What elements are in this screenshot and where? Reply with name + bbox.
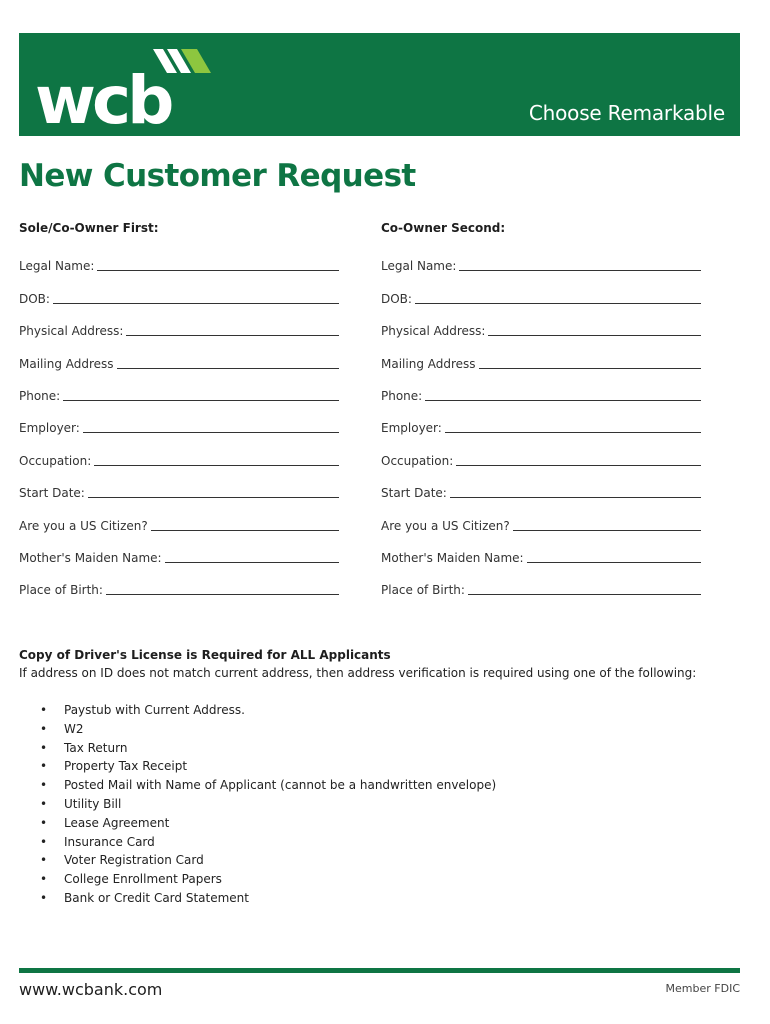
list-item-text: Tax Return	[64, 740, 128, 755]
bullet-icon: •	[40, 890, 48, 905]
list-item	[19, 776, 739, 795]
field-label: Mailing Address	[19, 356, 114, 371]
form-field	[19, 340, 339, 372]
bullet-icon: •	[40, 703, 48, 717]
list-item-text: Lease Agreement	[64, 815, 170, 830]
document-list	[19, 701, 739, 908]
field-label: Mother's Maiden Name:	[19, 550, 162, 565]
field-blank-line[interactable]	[479, 367, 701, 369]
list-item-text: Utility Bill	[64, 796, 122, 811]
owner-second-column	[381, 219, 701, 599]
list-item	[19, 701, 739, 720]
field-label: Mailing Address	[381, 356, 476, 371]
form-field	[381, 535, 701, 567]
field-blank-line[interactable]	[53, 302, 339, 304]
list-item	[19, 833, 739, 852]
column-heading: Co-Owner Second:	[381, 221, 506, 235]
wcb-logo	[35, 45, 215, 129]
list-item-text: Paystub with Current Address.	[64, 703, 245, 717]
field-blank-line[interactable]	[456, 464, 701, 466]
requirements-description: If address on ID does not match current address, then address verification is required using one of the following:	[19, 666, 697, 680]
bullet-icon: •	[40, 834, 48, 849]
list-item-text: College Enrollment Papers	[64, 872, 222, 887]
form-field	[19, 275, 339, 307]
field-blank-line[interactable]	[459, 269, 701, 271]
field-label: DOB:	[19, 291, 50, 306]
form-field	[381, 437, 701, 469]
field-blank-line[interactable]	[445, 431, 701, 433]
field-label: Start Date:	[19, 486, 85, 501]
bullet-icon: •	[40, 721, 48, 736]
field-label: Physical Address:	[381, 324, 486, 339]
field-blank-line[interactable]	[126, 334, 339, 336]
form-field	[19, 567, 339, 599]
bullet-icon: •	[40, 759, 48, 774]
list-item	[19, 720, 739, 739]
field-blank-line[interactable]	[425, 399, 701, 401]
bullet-icon: •	[40, 872, 48, 887]
form-field	[381, 405, 701, 437]
field-label: Start Date:	[381, 486, 447, 501]
field-blank-line[interactable]	[83, 431, 339, 433]
list-item-text: W2	[64, 721, 84, 736]
form-field	[381, 340, 701, 372]
field-blank-line[interactable]	[527, 561, 701, 563]
footer-divider	[19, 968, 740, 973]
field-blank-line[interactable]	[468, 593, 701, 595]
form-field	[381, 470, 701, 502]
field-blank-line[interactable]	[106, 593, 339, 595]
requirements-section	[19, 646, 739, 908]
list-item-text: Insurance Card	[64, 834, 155, 849]
form-field	[381, 373, 701, 405]
list-item	[19, 757, 739, 776]
field-blank-line[interactable]	[63, 399, 339, 401]
form-field	[19, 470, 339, 502]
field-label: Employer:	[381, 421, 442, 436]
form-field	[381, 308, 701, 340]
bullet-icon: •	[40, 853, 48, 868]
bullet-icon: •	[40, 740, 48, 755]
bullet-icon: •	[40, 778, 48, 793]
list-item-text: Posted Mail with Name of Applicant (cannot be a handwritten envelope)	[64, 778, 497, 793]
form-field	[19, 437, 339, 469]
form-field	[381, 275, 701, 307]
list-item	[19, 870, 739, 889]
field-label: Physical Address:	[19, 324, 124, 339]
field-label: Are you a US Citizen?	[19, 518, 148, 533]
list-item-text: Bank or Credit Card Statement	[64, 890, 249, 905]
list-item-text: Voter Registration Card	[64, 853, 204, 868]
logo-text: wcb	[35, 62, 171, 129]
field-blank-line[interactable]	[165, 561, 339, 563]
field-list	[381, 243, 701, 599]
requirements-title: Copy of Driver's License is Required for ALL Applicants	[19, 648, 391, 662]
list-item	[19, 851, 739, 870]
bullet-icon: •	[40, 796, 48, 811]
field-label: Occupation:	[19, 453, 92, 468]
form-field	[19, 373, 339, 405]
field-label: Are you a US Citizen?	[381, 518, 510, 533]
field-blank-line[interactable]	[117, 367, 339, 369]
field-blank-line[interactable]	[94, 464, 339, 466]
field-label: Legal Name:	[381, 259, 457, 274]
form-field	[19, 308, 339, 340]
field-blank-line[interactable]	[151, 529, 339, 531]
field-blank-line[interactable]	[488, 334, 701, 336]
field-label: Place of Birth:	[381, 583, 465, 598]
column-heading: Sole/Co-Owner First:	[19, 221, 159, 235]
header-banner	[19, 33, 740, 136]
form-field	[381, 502, 701, 534]
field-blank-line[interactable]	[88, 496, 339, 498]
field-label: Occupation:	[381, 453, 454, 468]
list-item-text: Property Tax Receipt	[64, 759, 188, 774]
form-field	[19, 502, 339, 534]
field-label: Mother's Maiden Name:	[381, 550, 524, 565]
list-item	[19, 739, 739, 758]
form-field	[19, 243, 339, 275]
field-blank-line[interactable]	[415, 302, 701, 304]
tagline: Choose Remarkable	[528, 101, 725, 125]
bullet-icon: •	[40, 815, 48, 830]
form-field	[381, 243, 701, 275]
list-item	[19, 889, 739, 908]
field-label: Place of Birth:	[19, 583, 103, 598]
page-title: New Customer Request	[19, 158, 416, 194]
field-label: Phone:	[19, 388, 61, 403]
field-blank-line[interactable]	[97, 269, 339, 271]
field-label: Legal Name:	[19, 259, 95, 274]
form-field	[381, 567, 701, 599]
list-item	[19, 795, 739, 814]
field-label: Employer:	[19, 421, 80, 436]
owner-first-column	[19, 219, 339, 599]
website-link[interactable]: www.wcbank.com	[19, 980, 163, 999]
member-fdic-label: Member FDIC	[665, 982, 740, 995]
field-list	[19, 243, 339, 599]
field-label: DOB:	[381, 291, 412, 306]
field-blank-line[interactable]	[513, 529, 701, 531]
form-field	[19, 405, 339, 437]
list-item	[19, 814, 739, 833]
form-field	[19, 535, 339, 567]
field-blank-line[interactable]	[450, 496, 701, 498]
field-label: Phone:	[381, 388, 423, 403]
